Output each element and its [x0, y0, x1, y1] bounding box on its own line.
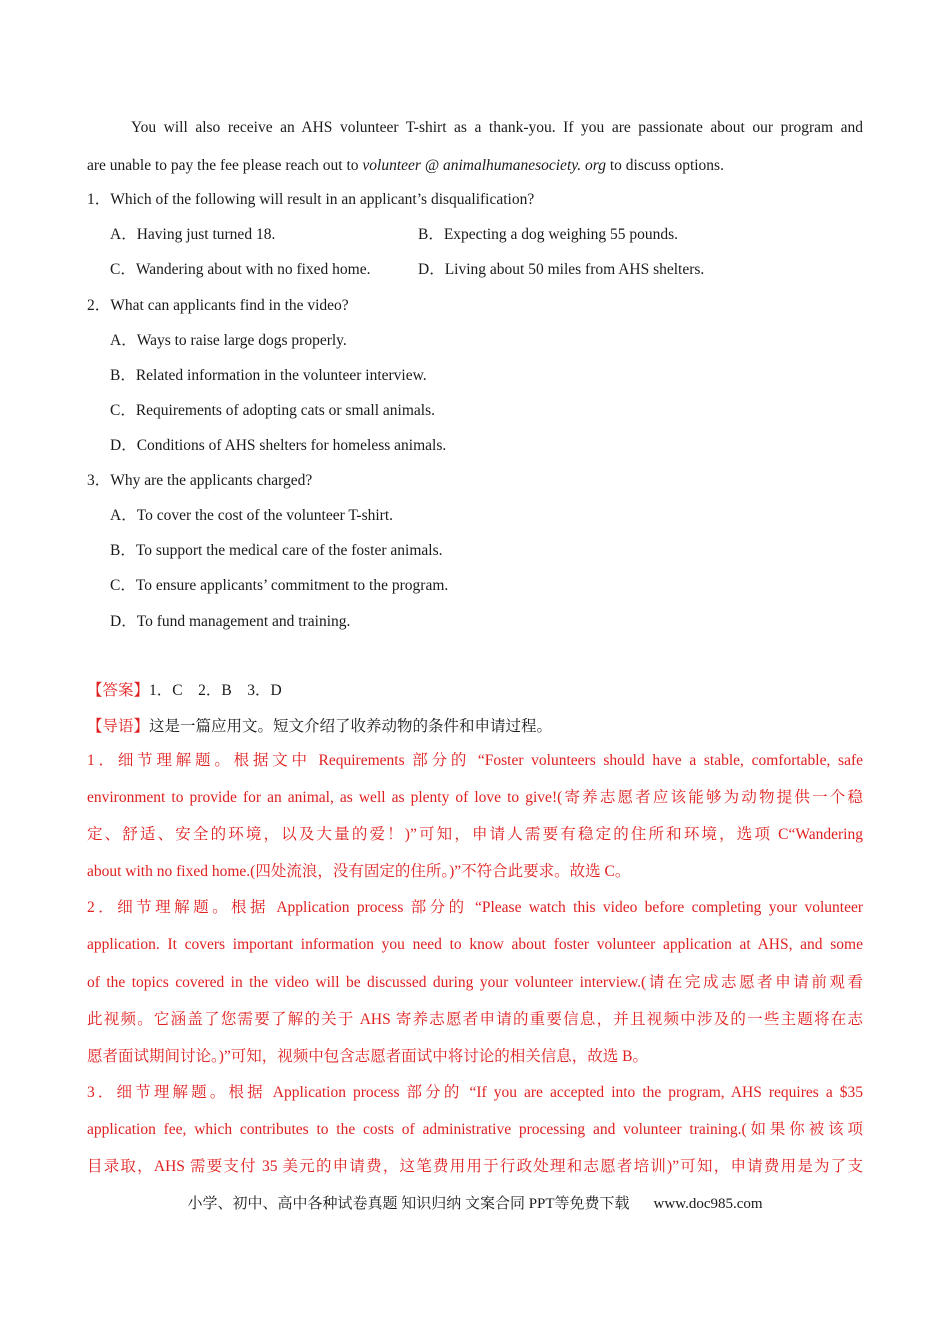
guide-text: 这是一篇应用文。短文介绍了收养动物的条件和申请过程。	[149, 718, 553, 735]
explanation-2-line-5: 愿者面试期间讨论。)”可知，视频中包含志愿者面试中将讨论的相关信息，故选 B。	[87, 1048, 649, 1065]
question-1-option-b: B．Expecting a dog weighing 55 pounds.	[418, 226, 679, 243]
question-1-option-a: A．Having just turned 18.	[110, 226, 276, 243]
question-3-option-c: C．To ensure applicants’ commitment to the program.	[110, 577, 449, 594]
answer-label: 【答案】	[87, 682, 150, 699]
question-3-stem: 3．Why are the applicants charged?	[87, 472, 313, 489]
explanation-2-line-3: of the topics covered in the video will be discussed during your volunteer interview.(请在完成志愿者申请前观看	[87, 974, 863, 991]
explanation-1-line-1: 1．细节理解题。根据文中 Requirements 部分的 “Foster volunteers should have a stable, comfortable, safe	[87, 752, 863, 769]
footer-left-text: 小学、初中、高中各种试卷真题 知识归纳 文案合同 PPT等免费下载	[187, 1196, 630, 1212]
explanation-1-line-4: about with no fixed home.(四处流浪，没有固定的住所。)”不符合此要求。故选 C。	[87, 863, 631, 880]
page-footer	[0, 1192, 950, 1213]
passage-text: to discuss options.	[605, 157, 724, 174]
explanation-3-line-2: application fee, which contributes to the costs of administrative processing and volunteer training.(如果你被该项	[87, 1121, 863, 1138]
guide-line	[87, 717, 863, 737]
explanation-2-line-4: 此视频。它涵盖了您需要了解的关于 AHS 寄养志愿者申请的重要信息，并且视频中涉及的一些主题将在志	[87, 1011, 863, 1028]
question-2-option-d: D．Conditions of AHS shelters for homeless animals.	[110, 437, 447, 454]
question-2-option-b: B．Related information in the volunteer interview.	[110, 367, 427, 384]
guide-label: 【导语】	[87, 718, 150, 735]
question-3-option-a: A．To cover the cost of the volunteer T-shirt.	[110, 507, 394, 524]
answer-line	[87, 681, 863, 701]
question-2-stem: 2．What can applicants find in the video?	[87, 297, 349, 314]
explanation-3-line-1: 3．细节理解题。根据 Application process 部分的 “If you are accepted into the program, AHS requires a $35	[87, 1084, 863, 1101]
explanation-2-line-2: application. It covers important information you need to know about foster volunteer application at AHS, and some	[87, 936, 863, 953]
question-3-option-b: B．To support the medical care of the foster animals.	[110, 542, 443, 559]
question-2-option-c: C．Requirements of adopting cats or small animals.	[110, 402, 436, 419]
explanation-1-line-2: environment to provide for an animal, as well as plenty of love to give!(寄养志愿者应该能够为动物提供一个稳	[87, 789, 863, 806]
passage-text: are unable to pay the fee please reach out to	[87, 157, 363, 174]
explanation-1-line-3: 定、舒适、安全的环境，以及大量的爱！)”可知，申请人需要有稳定的住所和环境，选项 C“Wandering	[87, 826, 863, 843]
question-1-stem: 1．Which of the following will result in an applicant’s disqualification?	[87, 191, 535, 208]
explanation-3-line-3: 目录取，AHS 需要支付 35 美元的申请费，这笔费用用于行政处理和志愿者培训)”可知，申请费用是为了支	[87, 1158, 863, 1175]
answer-text: 1．C 2．B 3．D	[149, 682, 282, 699]
question-3-option-d: D．To fund management and training.	[110, 613, 351, 630]
passage-line-2	[87, 156, 863, 176]
question-2-option-a: A．Ways to raise large dogs properly.	[110, 332, 347, 349]
question-1-option-d: D．Living about 50 miles from AHS shelters.	[418, 261, 705, 278]
question-1-option-c: C．Wandering about with no fixed home.	[110, 261, 371, 278]
footer-website-link[interactable]: www.doc985.com	[653, 1196, 763, 1212]
volunteer-email: volunteer @ animalhumanesociety. org	[362, 157, 606, 174]
passage-line-1: You will also receive an AHS volunteer T-shirt as a thank-you. If you are passionate about our program and	[131, 119, 863, 136]
explanation-2-line-1: 2．细节理解题。根据 Application process 部分的 “Please watch this video before completing your volunteer	[87, 899, 863, 916]
